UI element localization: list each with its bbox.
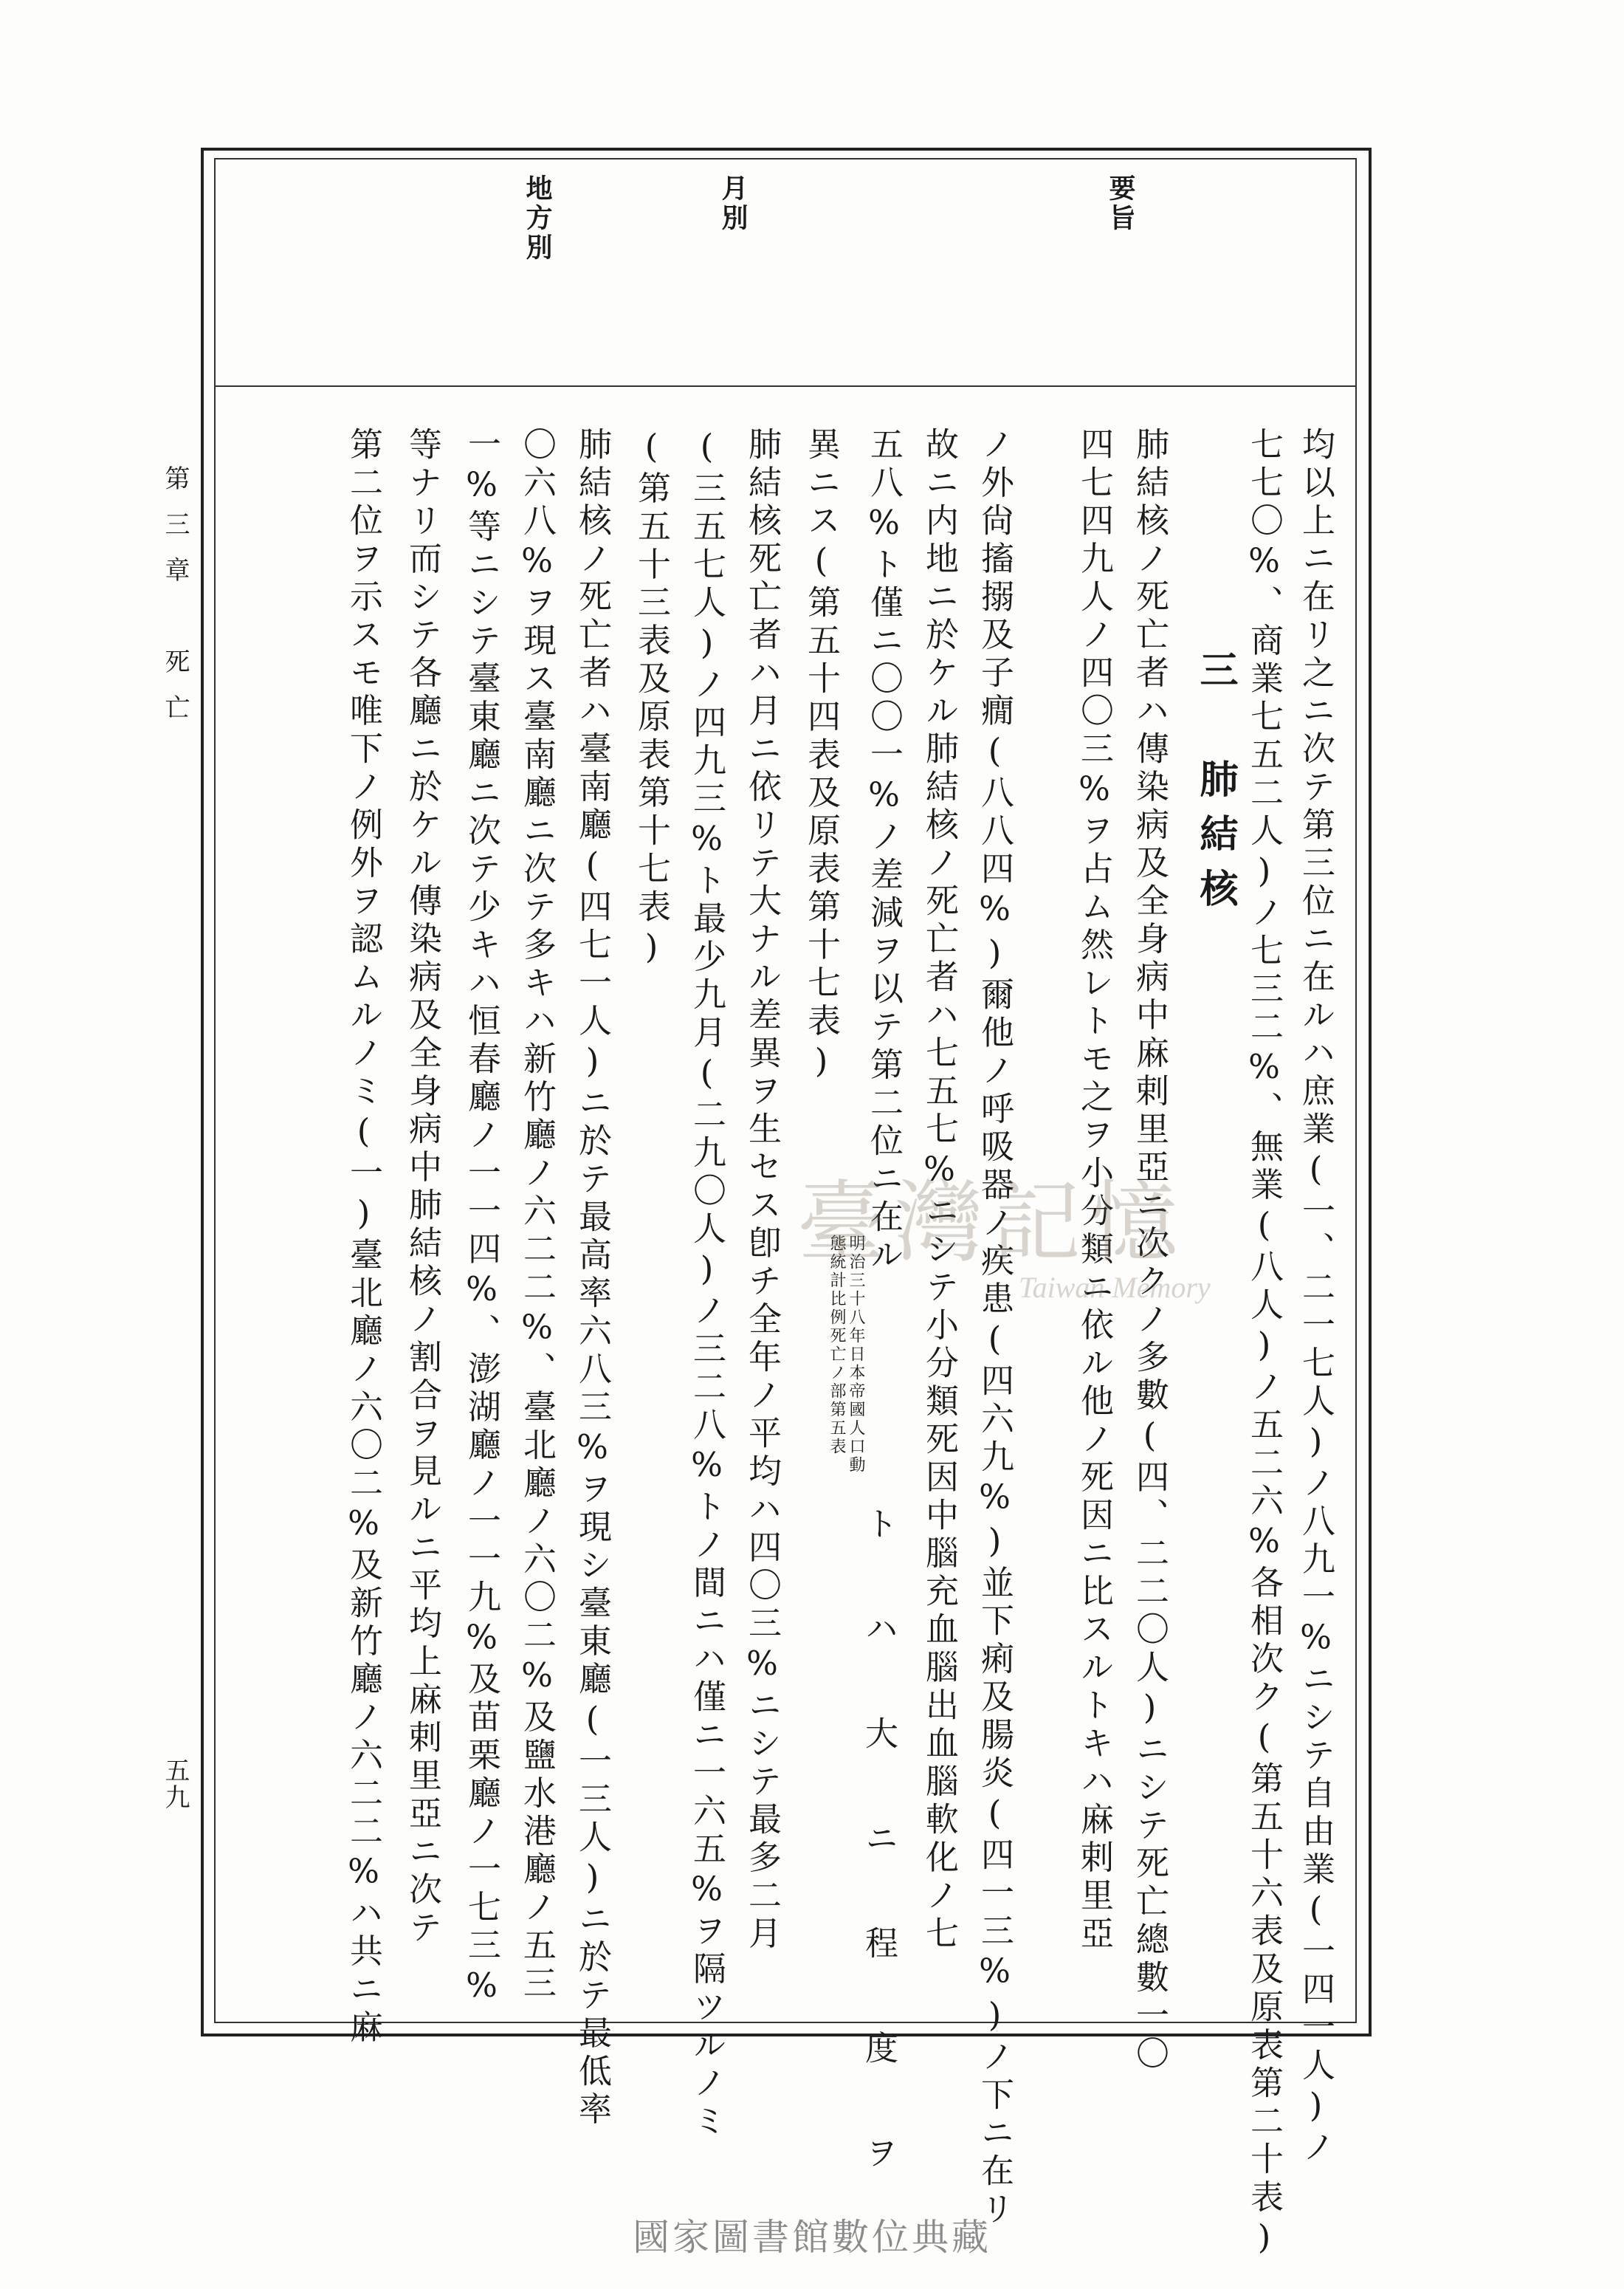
text-column-11: (第五十三表及原表第十七表) xyxy=(632,427,671,971)
inline-citation-note: 明治三十八年日本帝國人口動態統計比例死亡ノ部第五表 xyxy=(828,1235,865,1475)
watermark-logo xyxy=(797,1152,1314,1329)
text-column-10: (三五七人)ノ四九三%ト最少九月(二九〇人)ノ三二八%トノ間ニハ僅ニ一六五%ヲ隔ツルノミ xyxy=(687,427,726,2141)
header-rule xyxy=(214,385,1357,387)
text-column-2: 七七〇%、商業七五二人)ノ七三二%、無業(八人)ノ五二六%各相次ク(第五十六表及原表第二十表) xyxy=(1245,427,1284,2262)
gloss-regional: 地方別 xyxy=(522,174,553,263)
text-column-3: 肺結核ノ死亡者ハ傳染病及全身病中麻剌里亞ニ次クノ多數(四、二二〇人)ニシテ死亡總數一〇 xyxy=(1130,427,1169,2074)
text-column-4: 四七四九人ノ四〇三%ヲ占ム然レトモ之ヲ小分類ニ依ル他ノ死因ニ比スルトキハ麻剌里亞 xyxy=(1075,427,1114,1954)
gloss-monthly: 月別 xyxy=(718,174,749,233)
page-number: 五九 xyxy=(160,1757,190,1811)
text-column-1: 均以上ニ在リ之ニ次テ第三位ニ在ルハ庶業(一、二一七人)ノ八九一%ニシテ自由業(一四一人)ノ xyxy=(1296,427,1335,2168)
watermark-english: Taiwan Memory xyxy=(1019,1271,1211,1304)
text-column-15: 等ナリ而シテ各廳ニ於ケル傳染病及全身病中肺結核ノ割合ヲ見ルニ平均上麻剌里亞ニ次テ xyxy=(403,427,442,1948)
text-column-7-tail: ト ハ 大 ニ 程 度 ヲ xyxy=(859,1506,898,2185)
text-column-8: 異ニス(第五十四表及原表第十七表) xyxy=(802,427,841,1085)
gloss-summary: 要旨 xyxy=(1105,174,1136,233)
page-frame-inner xyxy=(214,158,1357,2023)
text-column-9: 肺結核死亡者ハ月ニ依リテ大ナル差異ヲ生セス卽チ全年ノ平均ハ四〇三%ニシテ最多二月 xyxy=(743,427,782,1954)
text-column-14: 一%等ニシテ臺東廳ニ次テ少キハ恒春廳ノ一一四%、澎湖廳ノ一一九%及苗栗廳ノ一七三% xyxy=(462,427,501,2010)
footer-collection-label: 國家圖書館數位典藏 xyxy=(633,2216,991,2259)
text-column-13: 〇六八%ヲ現ス臺南廳ニ次テ多キハ新竹廳ノ六二二%、臺北廳ノ六〇二%及鹽水港廳ノ五三 xyxy=(517,427,557,2004)
text-column-6: 故ニ内地ニ於ケル肺結核ノ死亡者ハ七五七%ニシテ小分類死因中腦充血腦出血腦軟化ノ七 xyxy=(920,427,959,1954)
text-column-5: ノ外尙搐搦及子癇(八八四%)爾他ノ呼吸器ノ疾患(四六九%)並下痢及腸炎(四一三%)ノ下ニ在リ xyxy=(975,427,1014,2229)
section-heading: 三 肺結核 xyxy=(1193,650,1238,923)
text-column-12: 肺結核ノ死亡者ハ臺南廳(四七一人)ニ於テ最高率六八三%ヲ現シ臺東廳(一三人)ニ於テ最低率 xyxy=(573,427,612,2130)
watermark-chinese: 臺灣記憶 xyxy=(797,1172,1187,1274)
text-column-7: 五八%ト僅ニ〇〇一%ノ差減ヲ以テ第二位ニ在ル xyxy=(864,427,904,1275)
running-head: 第三章 死亡 xyxy=(160,465,190,740)
text-column-16: 第二位ヲ示スモ唯下ノ例外ヲ認ムルノミ(一)臺北廳ノ六〇二%及新竹廳ノ六二二%ハ共ニ麻 xyxy=(344,427,383,2048)
